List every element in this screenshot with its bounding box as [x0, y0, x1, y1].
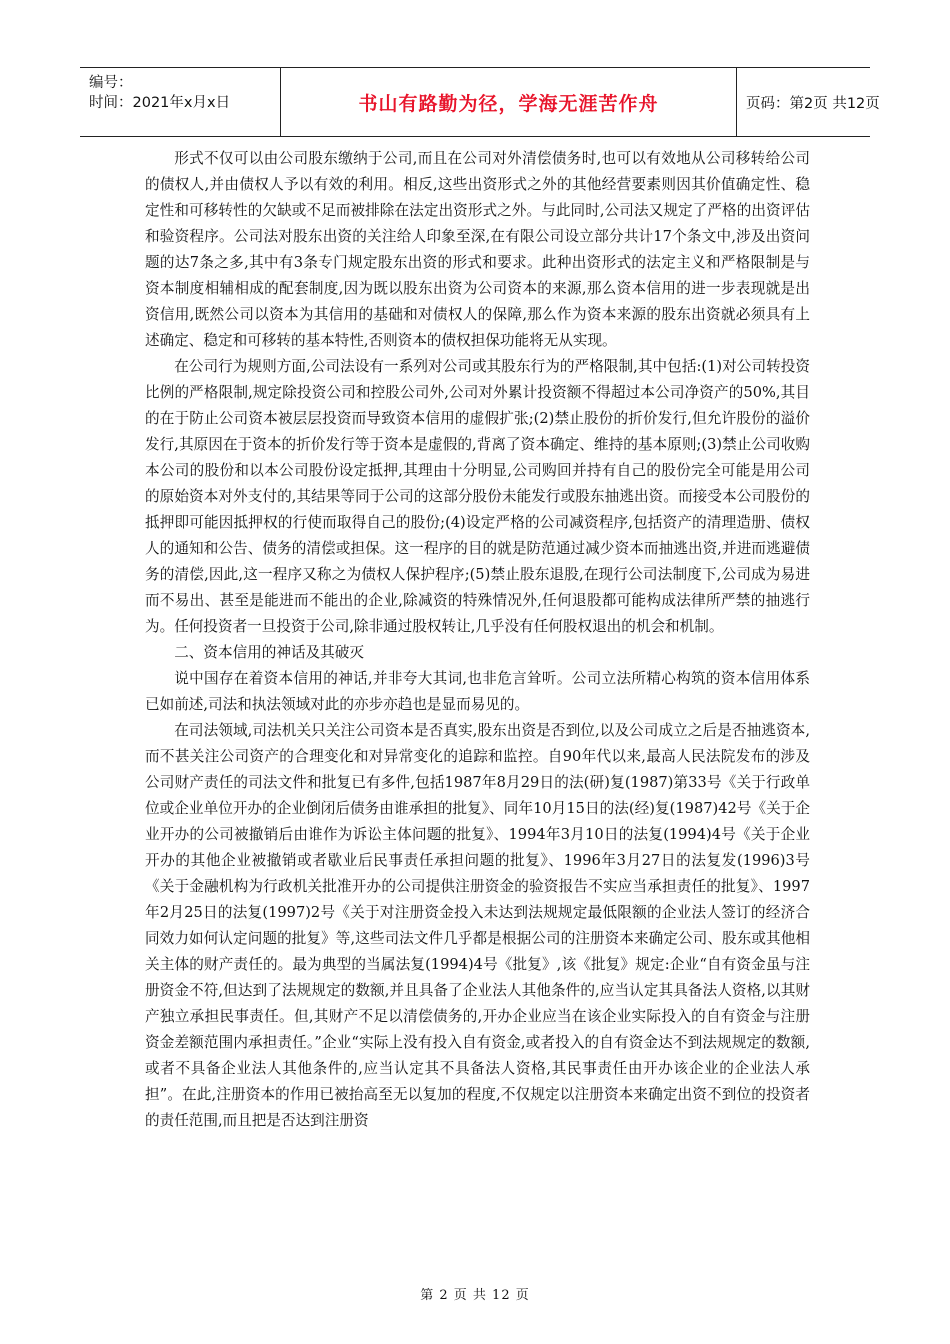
document-body [145, 146, 810, 1134]
page-header [80, 67, 880, 137]
paragraph: 在公司行为规则方面,公司法设有一系列对公司或其股东行为的严格限制,其中包括:(1)对公司转投资比例的严格限制,规定除投资公司和控股公司外,公司对外累计投资额不得超过本公司净资产的50%,其目的在于防止公司资本被层层投资而导致资本信用的虚假扩张;(2)禁止股份的折价发行,但允许股份的溢价发行,其原因在于资本的折价发行等于资本是虚假的,背离了资本确定、维持的基本原则;(3)禁止公司收购本公司的股份和以本公司股份设定抵押,其理由十分明显,公司购回并持有自己的股份完全可能是用公司的原始资本对外支付的,其结果等同于公司的这部分股份未能发行或股东抽逃出资。而接受本公司股份的抵押即可能因抵押权的行使而取得自己的股份;(4)设定严格的公司减资程序,包括资产的清理造册、债权人的通知和公告、债务的清偿或担保。这一程序的目的就是防范通过减少资本而抽逃出资,并进而逃避债务的清偿,因此,这一程序又称之为债权人保护程序;(5)禁止股东退股,在现行公司法制度下,公司成为易进而不易出、甚至是能进而不能出的企业,除减资的特殊情况外,任何退股都可能构成法律所严禁的抽逃行为。任何投资者一旦投资于公司,除非通过股权转让,几乎没有任何股权退出的机会和机制。 [145, 358, 810, 635]
page-footer: 第 2 页 共 12 页 [420, 1288, 530, 1303]
header-motto: 书山有路勤为径，学海无涯苦作舟 [281, 68, 737, 136]
time-label: 时间：2021年x月x日 [89, 95, 231, 111]
header-meta [80, 68, 281, 136]
number-label: 编号： [89, 75, 133, 91]
paragraph: 形式不仅可以由公司股东缴纳于公司,而且在公司对外清偿债务时,也可以有效地从公司移转给公司的债权人,并由债权人予以有效的利用。相反,这些出资形式之外的其他经营要素则因其价值确定性、稳定性和可移转性的欠缺或不足而被排除在法定出资形式之外。与此同时,公司法又规定了严格的出资评估和验资程序。公司法对股东出资的关注给人印象至深,在有限公司设立部分共计17个条文中,涉及出资问题的达7条之多,其中有3条专门规定股东出资的形式和要求。此种出资形式的法定主义和严格限制是与资本制度相辅相成的配套制度,因为既以股东出资为公司资本的来源,那么资本信用的进一步表现就是出资信用,既然公司以资本为其信用的基础和对债权人的保障,那么作为资本来源的股东出资就必须具有上述确定、稳定和可移转的基本特性,否则资本的债权担保功能将无从实现。 [145, 150, 810, 349]
header-page-info: 页码：第2页 共12页 [746, 95, 880, 112]
paragraph: 说中国存在着资本信用的神话,并非夸大其词,也非危言耸听。公司立法所精心构筑的资本信用体系已如前述,司法和执法领域对此的亦步亦趋也是显而易见的。 [145, 670, 810, 713]
section-heading: 二、资本信用的神话及其破灭 [174, 644, 364, 661]
paragraph: 在司法领域,司法机关只关注公司资本是否真实,股东出资是否到位,以及公司成立之后是否抽逃资本,而不甚关注公司资产的合理变化和对异常变化的追踪和监控。自90年代以来,最高人民法院发布的涉及公司财产责任的司法文件和批复已有多件,包括1987年8月29日的法(研)复(1987)第33号《关于行政单位或企业单位开办的企业倒闭后债务由谁承担的批复》、同年10月15日的法(经)复(1987)42号《关于企业开办的公司被撤销后由谁作为诉讼主体问题的批复》、1994年3月10日的法复(1994)4号《关于企业开办的其他企业被撤销或者歇业后民事责任承担问题的批复》、1996年3月27日的法复发(1996)3号《关于金融机构为行政机关批准开办的公司提供注册资金的验资报告不实应当承担责任的批复》、1997年2月25日的法复(1997)2号《关于对注册资金投入未达到法规规定最低限额的企业法人签订的经济合同效力如何认定问题的批复》等,这些司法文件几乎都是根据公司的注册资本来确定公司、股东或其他相关主体的财产责任的。最为典型的当属法复(1994)4号《批复》,该《批复》规定:企业“自有资金虽与注册资金不符,但达到了法规规定的数额,并且具备了企业法人其他条件的,应当认定其具备法人资格,以其财产独立承担民事责任。但,其财产不足以清偿债务的,开办企业应当在该企业实际投入的自有资金与注册资金差额范围内承担责任。”企业“实际上没有投入自有资金,或者投入的自有资金达不到法规规定的数额,或者不具备企业法人其他条件的,应当认定其不具备法人资格,其民事责任由开办该企业的企业法人承担”。在此,注册资本的作用已被抬高至无以复加的程度,不仅规定以注册资本来确定出资不到位的投资者的责任范围,而且把是否达到注册资 [145, 722, 810, 1129]
